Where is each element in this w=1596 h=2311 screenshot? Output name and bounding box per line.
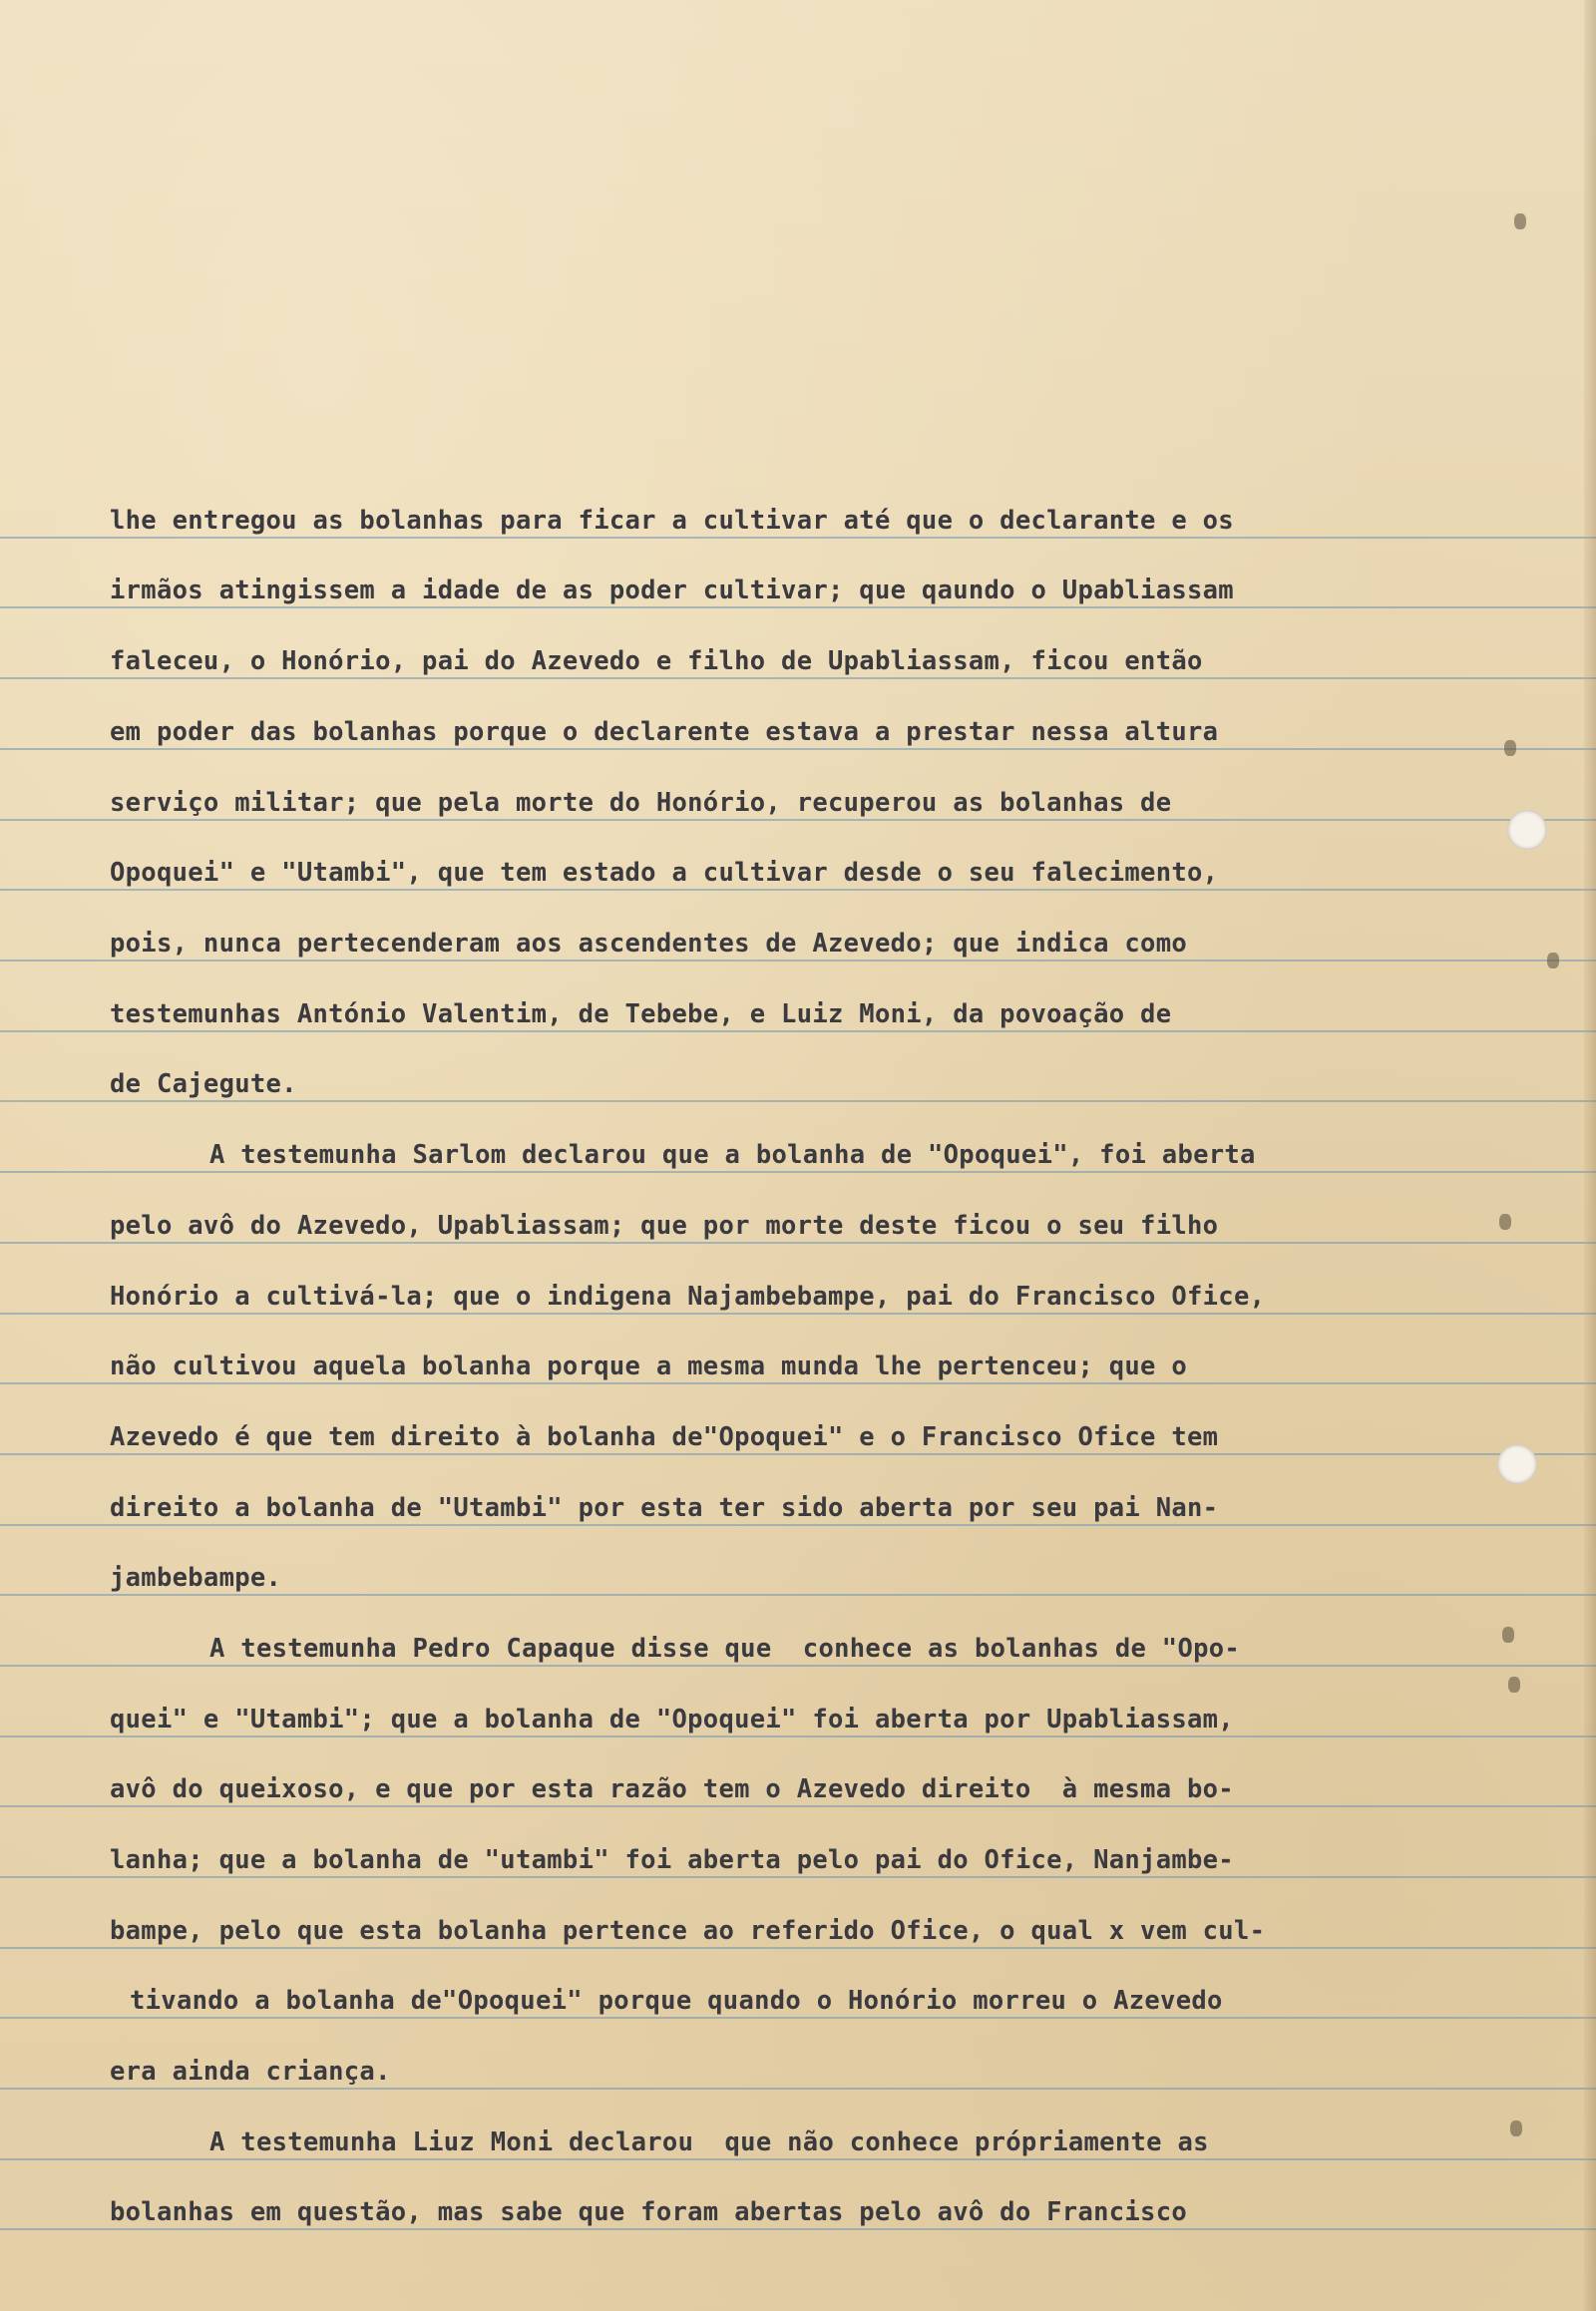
text-line: jambebampe. xyxy=(110,1563,282,1593)
paper-speck xyxy=(1510,2120,1522,2136)
paper-speck xyxy=(1508,1677,1520,1693)
ruled-line xyxy=(0,1805,1596,1807)
text-line: A testemunha Sarlom declarou que a bolanha de "Opoquei", foi aberta xyxy=(209,1140,1256,1170)
text-line: não cultivou aquela bolanha porque a mesma munda lhe pertenceu; que o xyxy=(110,1351,1188,1381)
paper-speck xyxy=(1504,740,1516,756)
page-edge-shadow xyxy=(1584,0,1596,2311)
ruled-line xyxy=(0,1594,1596,1596)
ruled-line xyxy=(0,2017,1596,2019)
text-line: serviço militar; que pela morte do Honório, recuperou as bolanhas de xyxy=(110,788,1172,818)
text-line: lanha; que a bolanha de "utambi" foi aberta pelo pai do Ofice, Nanjambe- xyxy=(110,1845,1234,1875)
paper-speck xyxy=(1547,953,1559,968)
ruled-line xyxy=(0,1947,1596,1949)
ruled-line xyxy=(0,677,1596,679)
binder-hole xyxy=(1497,1444,1537,1484)
text-line: Opoquei" e "Utambi", que tem estado a cultivar desde o seu falecimento, xyxy=(110,858,1219,888)
text-line: bampe, pelo que esta bolanha pertence ao referido Ofice, o qual x vem cul- xyxy=(110,1916,1266,1946)
ruled-line xyxy=(0,1524,1596,1526)
text-line: tivando a bolanha de"Opoquei" porque quando o Honório morreu o Azevedo xyxy=(130,1986,1223,2016)
text-line: em poder das bolanhas porque o declarente estava a prestar nessa altura xyxy=(110,717,1219,747)
ruled-line xyxy=(0,606,1596,608)
ruled-line xyxy=(0,1876,1596,1878)
ruled-line xyxy=(0,1382,1596,1384)
text-line: bolanhas em questão, mas sabe que foram abertas pelo avô do Francisco xyxy=(110,2197,1188,2227)
ruled-line xyxy=(0,1735,1596,1737)
ruled-line xyxy=(0,1313,1596,1315)
text-line: irmãos atingissem a idade de as poder cultivar; que qaundo o Upabliassam xyxy=(110,576,1234,605)
text-line: lhe entregou as bolanhas para ficar a cultivar até que o declarante e os xyxy=(110,506,1234,536)
text-line: A testemunha Liuz Moni declarou que não conhece própriamente as xyxy=(209,2127,1209,2157)
text-line: avô do queixoso, e que por esta razão tem o Azevedo direito à mesma bo- xyxy=(110,1774,1234,1804)
text-line: testemunhas António Valentim, de Tebebe, e Luiz Moni, da povoação de xyxy=(110,999,1172,1029)
paper-speck xyxy=(1499,1214,1511,1230)
ruled-line xyxy=(0,2228,1596,2230)
ruled-line xyxy=(0,537,1596,539)
text-line: faleceu, o Honório, pai do Azevedo e filho de Upabliassam, ficou então xyxy=(110,646,1203,676)
ruled-line xyxy=(0,960,1596,962)
ruled-line xyxy=(0,2158,1596,2160)
text-line: direito a bolanha de "Utambi" por esta ter sido aberta por seu pai Nan- xyxy=(110,1493,1219,1523)
text-line: Honório a cultivá-la; que o indigena Najambebampe, pai do Francisco Ofice, xyxy=(110,1282,1266,1312)
text-line: Azevedo é que tem direito à bolanha de"Opoquei" e o Francisco Ofice tem xyxy=(110,1422,1219,1452)
ruled-line xyxy=(0,819,1596,821)
ruled-line xyxy=(0,2088,1596,2090)
paper-speck xyxy=(1514,213,1526,229)
ruled-line xyxy=(0,748,1596,750)
ruled-line xyxy=(0,1100,1596,1102)
binder-hole xyxy=(1507,810,1547,850)
ruled-line xyxy=(0,1242,1596,1244)
text-line: era ainda criança. xyxy=(110,2057,391,2087)
paper-speck xyxy=(1502,1627,1514,1643)
ruled-line xyxy=(0,1665,1596,1667)
ruled-line xyxy=(0,1171,1596,1173)
text-line: de Cajegute. xyxy=(110,1069,297,1099)
text-line: A testemunha Pedro Capaque disse que conhece as bolanhas de "Opo- xyxy=(209,1634,1241,1664)
ruled-line xyxy=(0,1453,1596,1455)
text-line: quei" e "Utambi"; que a bolanha de "Opoquei" foi aberta por Upabliassam, xyxy=(110,1705,1234,1734)
ruled-line xyxy=(0,889,1596,891)
text-line: pelo avô do Azevedo, Upabliassam; que por morte deste ficou o seu filho xyxy=(110,1211,1219,1241)
text-line: pois, nunca pertecenderam aos ascendentes de Azevedo; que indica como xyxy=(110,929,1188,959)
ruled-line xyxy=(0,1030,1596,1032)
